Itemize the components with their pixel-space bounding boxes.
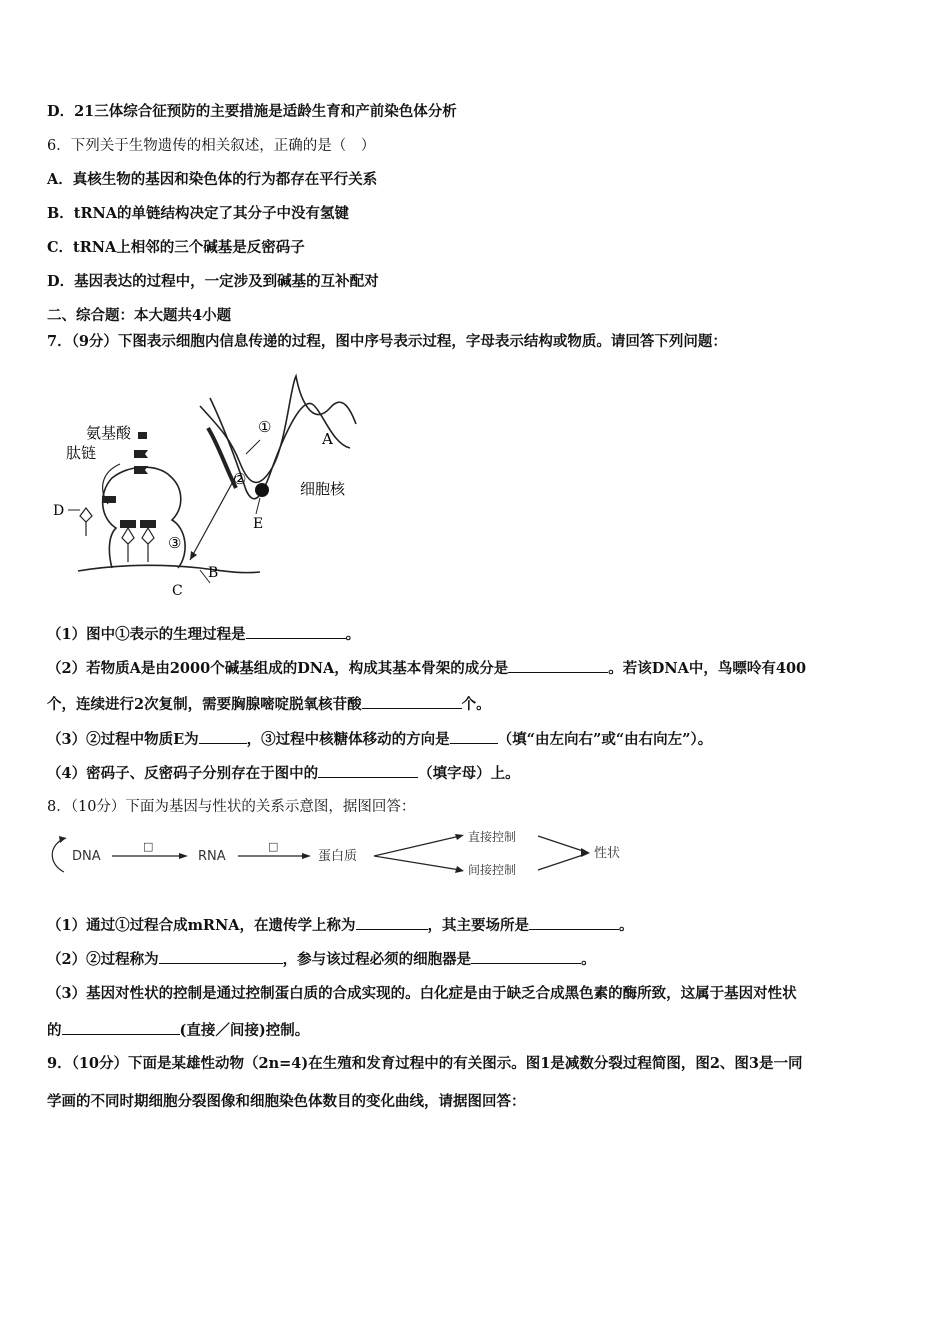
q6-stem: 6．下列关于生物遗传的相关叙述，正确的是（ ） [47,138,376,154]
mrna-b [78,565,260,572]
replication-loop-arrow [52,838,66,872]
q7-sub2-cont: 个，连续进行2次复制，需要胸腺嘧啶脱氧核苷酸 个。 [47,696,491,713]
q9-stem: 9．（10分）下面是某雄性动物（2n=4)在生殖和发育过程中的有关图示。图1是减数分裂过程简图，图2、图3是一同 [47,1055,803,1072]
q8-stem: 8．（10分）下面为基因与性状的关系示意图，据图回答： [47,799,416,815]
q7-sub1: （1）图中①表示的生理过程是 。 [47,626,361,643]
trna-icon [120,520,156,562]
trna-d-icon [68,496,116,536]
q6-option-a: A．真核生物的基因和染色体的行为都存在平行关系 [47,171,378,188]
label-p2: ② [233,470,247,488]
label-b: B [208,565,219,581]
blank[interactable] [199,729,247,744]
label-e: E [253,516,264,532]
label-p3: ③ [168,534,182,552]
label-peptide: 肽链 [66,444,97,462]
label-box2: □ [268,840,279,853]
blank[interactable] [318,763,418,778]
q8-figure [48,826,638,882]
ribosome [103,467,185,568]
label-trait: 性状 [594,846,621,861]
blank[interactable] [246,624,346,639]
blank[interactable] [471,949,581,964]
blank[interactable] [529,915,619,930]
section-heading: 二、综合题：本大题共4小题 [47,307,232,324]
label-rna: RNA [198,849,226,864]
blank[interactable] [159,949,283,964]
label-direct: 直接控制 [468,830,517,844]
q8-sub3: （3）基因对性状的控制是通过控制蛋白质的合成实现的。白化症是由于缺乏合成黑色素的酶所致，这属于基因对性状 [47,985,797,1002]
label-protein: 蛋白质 [318,849,358,864]
q8-sub1: （1）通过①过程合成mRNA，在遗传学上称为 ，其主要场所是 。 [47,917,634,934]
q6-option-c: C．tRNA上相邻的三个碱基是反密码子 [47,239,305,256]
blank[interactable] [450,729,498,744]
label-box1: □ [143,840,154,853]
label-amino-acid: 氨基酸 [86,424,132,442]
q6-option-b: B．tRNA的单链结构决定了其分子中没有氢键 [47,205,350,222]
label-a: A [322,430,333,448]
q6-option-d: D．基因表达的过程中，一定涉及到碱基的互补配对 [47,273,379,290]
q7-sub4: （4）密码子、反密码子分别存在于图中的 （填字母）上。 [47,765,520,782]
label-indirect: 间接控制 [468,863,517,877]
q8-sub3-cont: 的 (直接／间接)控制。 [47,1022,310,1039]
label-d: D [53,503,65,519]
q7-sub2: （2）若物质A是由2000个碱基组成的DNA，构成其基本骨架的成分是 。若该DNA中，鸟嘌呤有400 [47,660,807,677]
q8-sub2: （2）②过程称为 ，参与该过程必须的细胞器是 。 [47,951,596,968]
blank[interactable] [62,1020,180,1035]
label-c: C [172,583,183,599]
label-p1: ① [258,418,272,436]
q7-figure [50,368,380,600]
label-dna: DNA [72,849,101,864]
q5-option-d: D．21三体综合征预防的主要措施是适龄生育和产前染色体分析 [47,103,457,120]
label-nucleus: 细胞核 [300,480,346,498]
blank[interactable] [356,915,428,930]
q9-stem-cont: 学画的不同时期细胞分裂图像和细胞染色体数目的变化曲线，请据图回答： [47,1093,526,1110]
rna-polymerase-e [255,483,269,497]
q7-sub3: （3）②过程中物质E为 ，③过程中核糖体移动的方向是 （填“由左向右”或“由右向左”）。 [47,731,713,748]
blank[interactable] [362,694,462,709]
blank[interactable] [508,658,608,673]
q7-stem: 7．（9分）下图表示细胞内信息传递的过程，图中序号表示过程，字母表示结构或物质。请回答下列问题： [47,333,727,350]
